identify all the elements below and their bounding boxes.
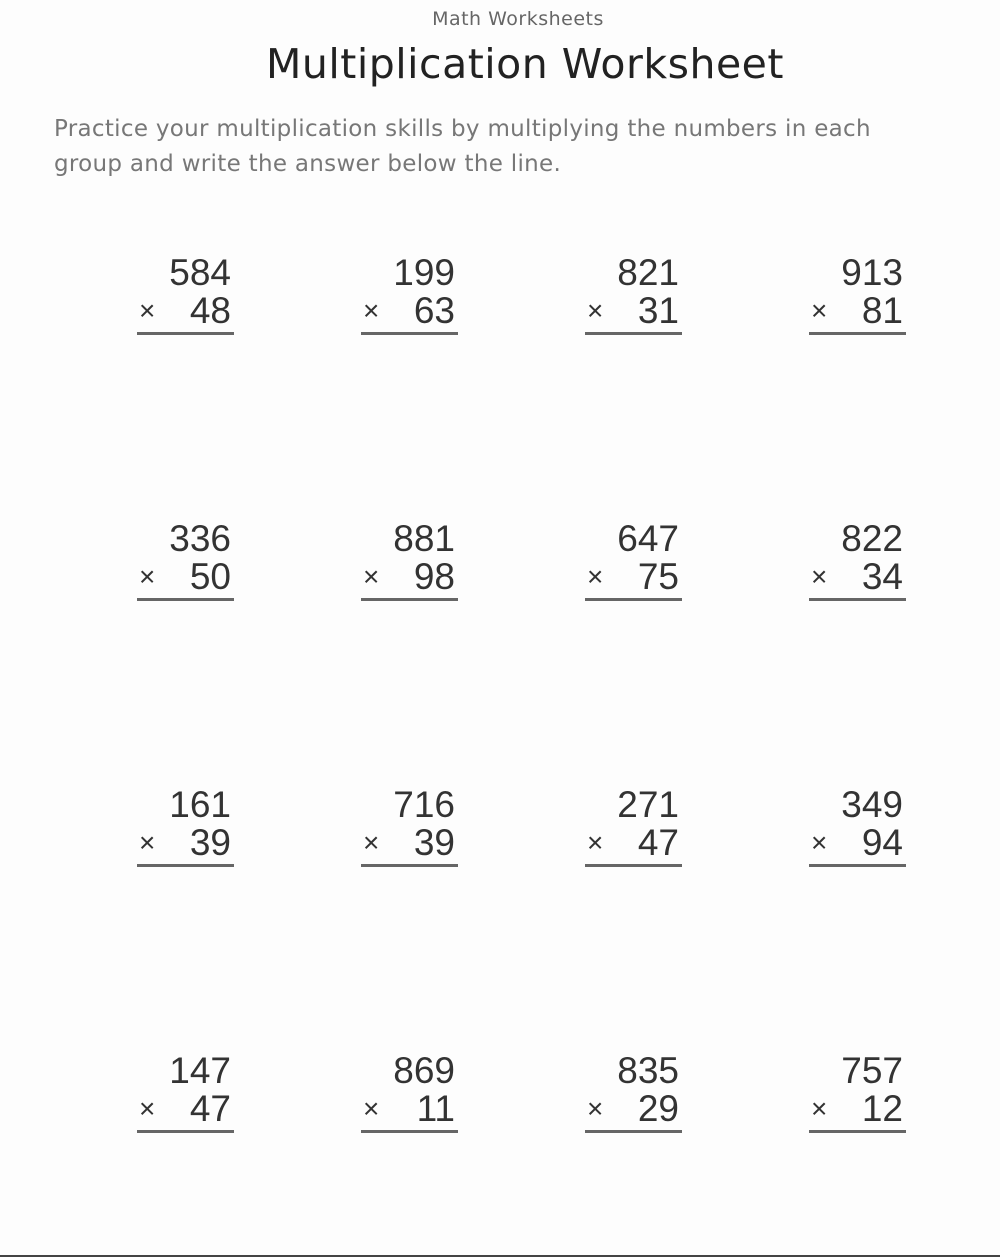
multiplier-row [137,558,234,596]
multiplicand: 757 [841,1050,903,1091]
multiplier-row [809,824,906,862]
answer-line [809,864,906,867]
answer-line [585,598,682,601]
instructions-text: Practice your multiplication skills by multiplying the numbers in each group and write the answer below the line. [54,116,871,177]
multiplicand: 271 [617,784,679,825]
multiplicand: 822 [841,518,903,559]
multiplicand: 647 [617,518,679,559]
times-sign: × [139,295,156,326]
multiplicand: 821 [617,252,679,293]
multiplicand: 161 [169,784,231,825]
answer-line [809,598,906,601]
times-sign: × [587,295,604,326]
answer-line [137,1130,234,1133]
multiplication-problem [137,520,234,601]
times-sign: × [363,295,380,326]
multiplicand: 199 [393,252,455,293]
multiplicand: 349 [841,784,903,825]
multiplier: 98 [413,556,455,597]
multiplier-row [361,558,458,596]
answer-line [809,1130,906,1133]
multiplication-problem [137,1052,234,1133]
times-sign: × [587,827,604,858]
multiplication-problem [361,1052,458,1133]
answer-line [361,598,458,601]
multiplier-row [585,292,682,330]
multiplier-row [137,1090,234,1128]
multiplicand: 869 [393,1050,455,1091]
multiplicand: 716 [393,784,455,825]
times-sign: × [811,827,828,858]
multiplier-row [585,1090,682,1128]
answer-line [137,864,234,867]
multiplier-row [361,824,458,862]
multiplier-row [137,824,234,862]
multiplicand: 584 [169,252,231,293]
multiplicand: 147 [169,1050,231,1091]
answer-line [137,332,234,335]
multiplicand: 913 [841,252,903,293]
worksheet-subtitle: Math Worksheets [432,8,604,30]
multiplier: 47 [189,1088,231,1129]
multiplier: 39 [413,822,455,863]
multiplier-row [585,558,682,596]
multiplication-problem [809,1052,906,1133]
multiplication-problem [585,520,682,601]
answer-line [809,332,906,335]
multiplier: 50 [189,556,231,597]
answer-line [361,332,458,335]
multiplier: 48 [189,290,231,331]
multiplier-row [809,1090,906,1128]
times-sign: × [811,295,828,326]
times-sign: × [139,1093,156,1124]
multiplier-row [809,292,906,330]
multiplication-problem [361,254,458,335]
page-title: Multiplication Worksheet [266,40,784,88]
multiplication-problem [585,1052,682,1133]
multiplier: 31 [637,290,679,331]
multiplier: 12 [861,1088,903,1129]
multiplication-problem [585,254,682,335]
multiplier: 29 [637,1088,679,1129]
multiplication-problem [809,786,906,867]
multiplier: 39 [189,822,231,863]
multiplication-problem [137,254,234,335]
times-sign: × [811,1093,828,1124]
answer-line [137,598,234,601]
multiplier: 34 [861,556,903,597]
times-sign: × [139,561,156,592]
multiplication-problem [361,520,458,601]
multiplier: 11 [416,1088,455,1129]
answer-line [361,864,458,867]
times-sign: × [363,1093,380,1124]
multiplier-row [137,292,234,330]
answer-line [585,332,682,335]
times-sign: × [587,1093,604,1124]
multiplicand: 336 [169,518,231,559]
answer-line [585,864,682,867]
multiplier-row [809,558,906,596]
times-sign: × [587,561,604,592]
multiplication-problem [137,786,234,867]
times-sign: × [811,561,828,592]
multiplier-row [585,824,682,862]
multiplier: 47 [637,822,679,863]
multiplier: 81 [861,290,903,331]
multiplication-problem [585,786,682,867]
answer-line [585,1130,682,1133]
times-sign: × [363,561,380,592]
multiplier: 63 [413,290,455,331]
multiplicand: 835 [617,1050,679,1091]
multiplier-row [361,292,458,330]
multiplier: 94 [861,822,903,863]
answer-line [361,1130,458,1133]
times-sign: × [139,827,156,858]
multiplication-problem [809,254,906,335]
multiplication-problem [809,520,906,601]
multiplicand: 881 [393,518,455,559]
multiplier-row [361,1090,458,1128]
times-sign: × [363,827,380,858]
multiplication-problem [361,786,458,867]
multiplier: 75 [637,556,679,597]
